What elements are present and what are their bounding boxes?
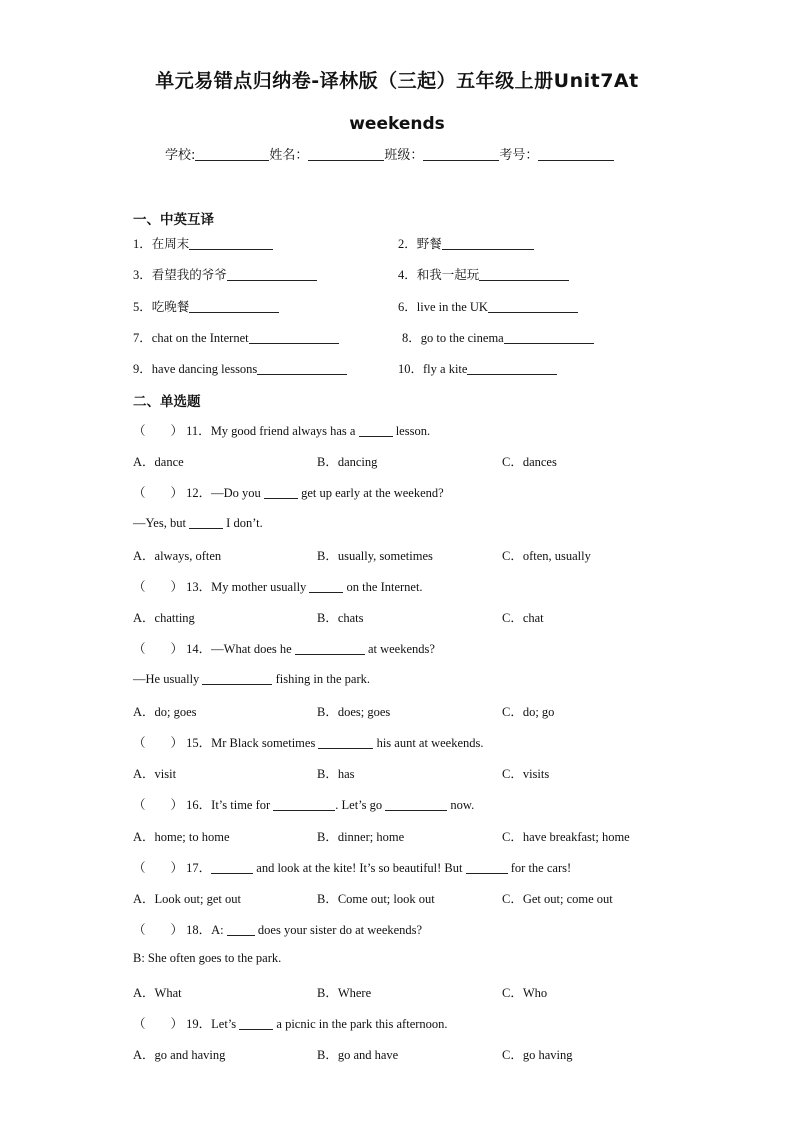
translation-item: 2．野餐 <box>398 234 534 252</box>
answer-blank[interactable] <box>239 1016 273 1030</box>
school-label: 学校: <box>165 148 196 163</box>
answer-blank[interactable] <box>479 267 569 281</box>
answer-option[interactable]: B．Where <box>317 985 372 1000</box>
answer-option[interactable]: C．have breakfast; home <box>502 829 630 844</box>
answer-option[interactable]: A．do; goes <box>133 704 197 719</box>
section-heading-multiple-choice: 二、单选题 <box>133 394 201 410</box>
translation-item: 8．go to the cinema <box>402 328 594 346</box>
section-heading-translation: 一、中英互译 <box>133 212 214 228</box>
answer-option[interactable]: B．does; goes <box>317 704 391 719</box>
answer-bracket[interactable]: （ ） <box>133 922 184 938</box>
answer-blank[interactable] <box>467 361 557 375</box>
answer-blank[interactable] <box>249 330 339 344</box>
answer-blank[interactable] <box>318 735 373 749</box>
question-stem-line2: B: She often goes to the park. <box>133 951 282 966</box>
answer-bracket[interactable]: （ ） <box>133 797 184 813</box>
answer-blank[interactable] <box>264 485 298 499</box>
translation-item: 10．fly a kite <box>398 359 557 377</box>
translation-item: 1．在周末 <box>133 234 273 252</box>
answer-option[interactable]: B．go and have <box>317 1048 399 1062</box>
answer-option[interactable]: B．usually, sometimes <box>317 548 433 563</box>
answer-option[interactable]: B．Come out; look out <box>317 892 435 906</box>
answer-blank[interactable] <box>227 922 255 936</box>
answer-blank[interactable] <box>189 515 223 529</box>
translation-item: 9．have dancing lessons <box>133 359 347 377</box>
answer-option[interactable]: A．dance <box>133 455 184 470</box>
answer-option[interactable]: C．dances <box>502 455 557 470</box>
answer-option[interactable]: C．do; go <box>502 704 555 719</box>
exam-number-blank[interactable] <box>538 146 614 161</box>
question-stem: （ ） 15．Mr Black sometimes his aunt at weekends. <box>133 735 484 750</box>
answer-bracket[interactable]: （ ） <box>133 735 184 750</box>
name-blank[interactable] <box>308 146 384 161</box>
answer-option[interactable]: C．Get out; come out <box>502 892 613 906</box>
answer-blank[interactable] <box>442 236 534 250</box>
question-stem-line2: —He usually fishing in the park. <box>133 671 370 686</box>
answer-bracket[interactable]: （ ） <box>133 641 184 657</box>
class-label: 班级： <box>384 148 424 163</box>
answer-blank[interactable] <box>295 641 365 655</box>
translation-item: 6．live in the UK <box>398 297 578 315</box>
answer-bracket[interactable]: （ ） <box>133 579 184 594</box>
translation-item: 4．和我一起玩 <box>398 265 569 283</box>
answer-blank[interactable] <box>227 267 317 281</box>
class-blank[interactable] <box>423 146 499 161</box>
answer-option[interactable]: C．go having <box>502 1048 573 1062</box>
answer-option[interactable]: C．Who <box>502 985 548 1000</box>
student-info-row <box>165 144 614 163</box>
answer-option[interactable]: B．dinner; home <box>317 829 405 844</box>
answer-bracket[interactable]: （ ） <box>133 859 184 875</box>
answer-option[interactable]: A．Look out; get out <box>133 892 241 906</box>
answer-blank[interactable] <box>504 330 594 344</box>
question-stem-line2: —Yes, but I don’t. <box>133 515 263 530</box>
question-stem: （ ） 11．My good friend always has a lesson. <box>133 423 431 438</box>
translation-item: 3．看望我的爷爷 <box>133 265 317 283</box>
answer-bracket[interactable]: （ ） <box>133 423 184 438</box>
answer-option[interactable]: C．visits <box>502 767 550 782</box>
answer-option[interactable]: B．has <box>317 767 355 782</box>
answer-bracket[interactable]: （ ） <box>133 485 184 501</box>
answer-blank[interactable] <box>211 860 253 874</box>
answer-blank[interactable] <box>257 361 347 375</box>
answer-option[interactable]: B．chats <box>317 611 364 626</box>
answer-option[interactable]: C．chat <box>502 611 544 626</box>
answer-option[interactable]: C．often, usually <box>502 548 591 563</box>
answer-blank[interactable] <box>488 299 578 313</box>
exam-number-label: 考号： <box>499 148 539 163</box>
answer-option[interactable]: A．go and having <box>133 1048 226 1062</box>
worksheet-title-continued: weekends <box>349 114 445 134</box>
answer-option[interactable]: A．What <box>133 985 182 1000</box>
name-label: 姓名： <box>269 148 309 163</box>
answer-option[interactable]: A．always, often <box>133 548 222 563</box>
question-stem: （ ） 18．A: does your sister do at weekends? <box>133 922 423 938</box>
answer-blank[interactable] <box>385 797 447 811</box>
answer-blank[interactable] <box>466 860 508 874</box>
answer-option[interactable]: A．chatting <box>133 611 195 626</box>
question-stem: （ ） 16．It’s time for . Let’s go now. <box>133 797 475 813</box>
answer-blank[interactable] <box>309 579 343 593</box>
answer-blank[interactable] <box>189 299 279 313</box>
answer-blank[interactable] <box>202 671 272 685</box>
answer-bracket[interactable]: （ ） <box>133 1015 184 1031</box>
school-blank[interactable] <box>195 146 269 161</box>
translation-item: 7．chat on the Internet <box>133 328 339 346</box>
answer-option[interactable]: A．home; to home <box>133 829 230 844</box>
answer-option[interactable]: B．dancing <box>317 455 378 470</box>
question-stem: （ ） 14．—What does he at weekends? <box>133 641 435 657</box>
answer-blank[interactable] <box>273 797 335 811</box>
question-stem: （ ） 17． and look at the kite! It’s so beautiful! But for the cars! <box>133 859 572 875</box>
answer-blank[interactable] <box>189 236 273 250</box>
translation-item: 5．吃晚餐 <box>133 297 279 315</box>
question-stem: （ ） 13．My mother usually on the Internet. <box>133 579 423 594</box>
answer-blank[interactable] <box>359 423 393 437</box>
question-stem: （ ） 19．Let’s a picnic in the park this afternoon. <box>133 1015 448 1031</box>
answer-option[interactable]: A．visit <box>133 767 177 782</box>
question-stem: （ ） 12．—Do you get up early at the weekend? <box>133 485 444 501</box>
worksheet-title: 单元易错点归纳卷-译林版（三起）五年级上册Unit7At <box>155 70 639 92</box>
